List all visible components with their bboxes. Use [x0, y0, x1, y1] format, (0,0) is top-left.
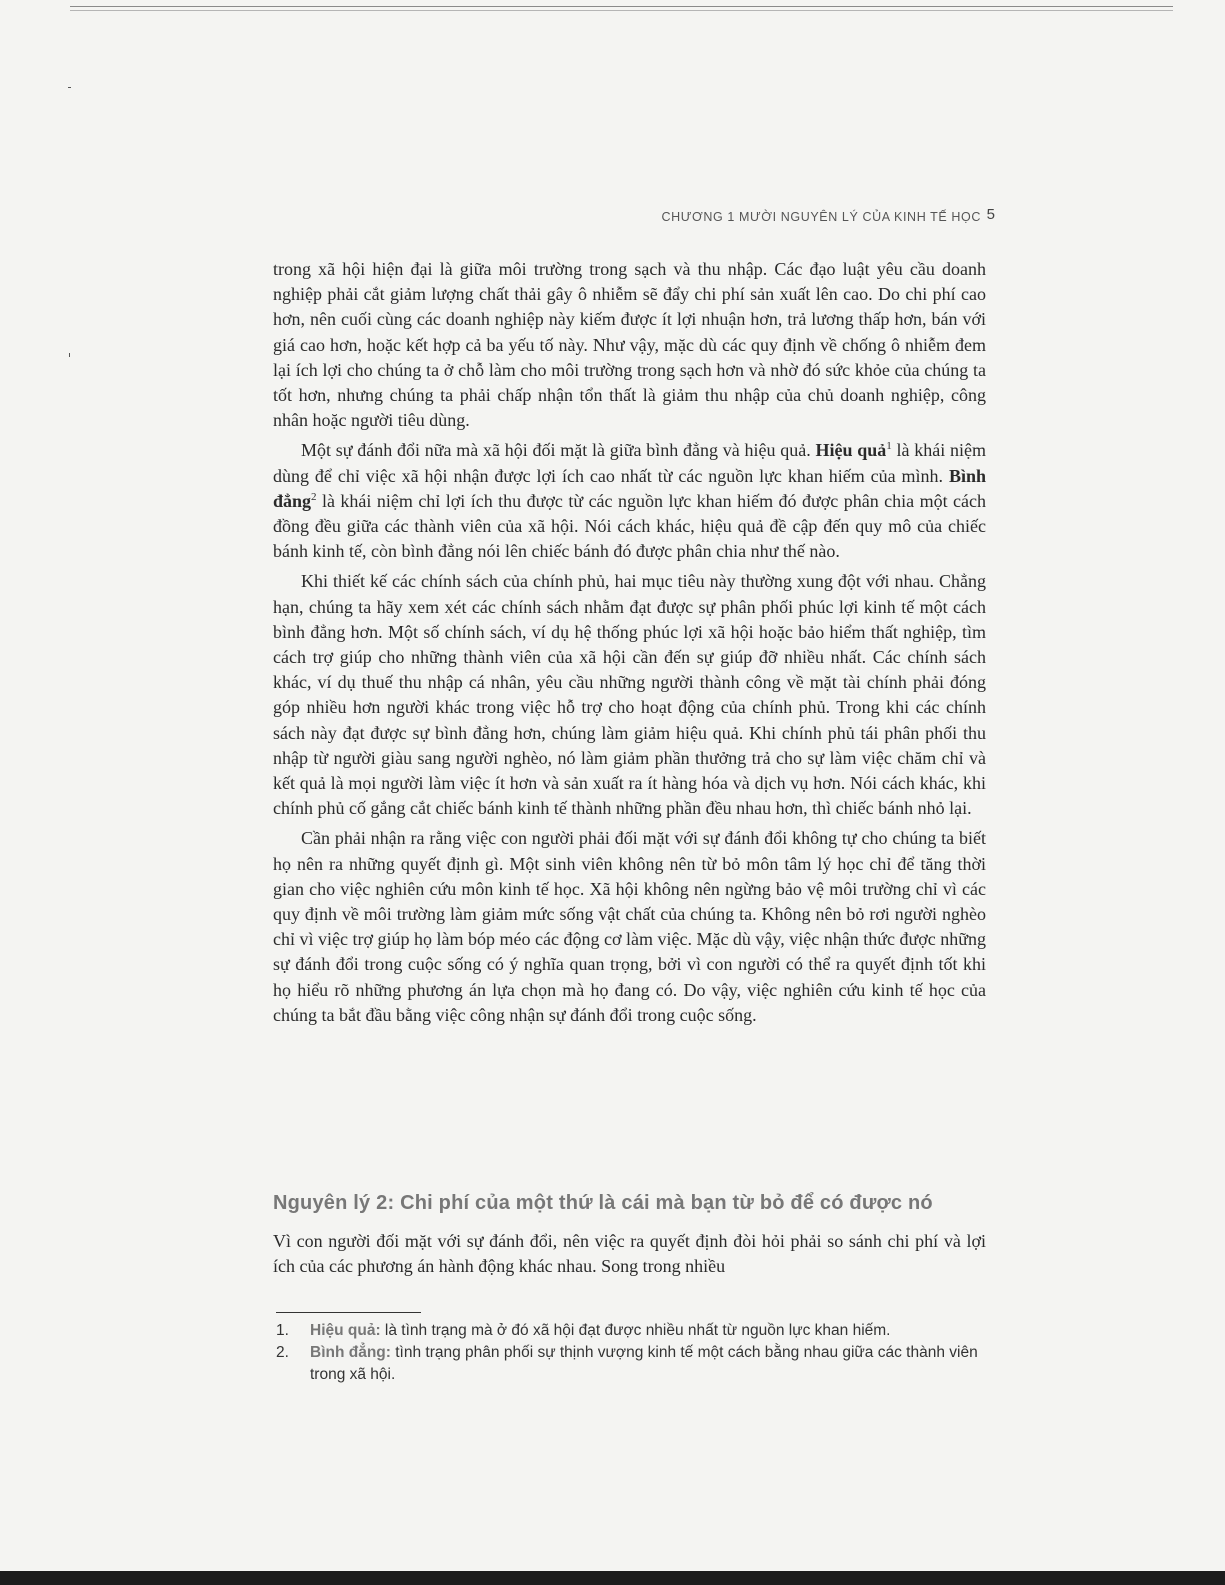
body-text	[273, 257, 986, 1028]
footnote-2	[276, 1342, 996, 1386]
scan-speck	[68, 87, 71, 88]
paragraph-1: trong xã hội hiện đại là giữa môi trường trong sạch và thu nhập. Các đạo luật yêu cầu doanh nghiệp phải cắt giảm lượng chất thải gây ô nhiễm sẽ đẩy chi phí sản xuất lên cao. Do chi phí cao hơn, nên cuối cùng các doanh nghiệp này kiếm được ít lợi nhuận hơn, trả lương thấp hơn, bán với giá cao hơn, hoặc kết hợp cả ba yếu tố này. Như vậy, mặc dù các quy định về chống ô nhiễm đem lại ích lợi cho chúng ta ở chỗ làm cho môi trường trong sạch hơn và nhờ đó sức khỏe của chúng ta tốt hơn, nhưng chúng ta phải chấp nhận tổn thất là giảm thu nhập của chủ doanh nghiệp, công nhân hoặc người tiêu dùng.	[273, 259, 986, 431]
footnote-text: tình trạng phân phối sự thịnh vượng kinh tế một cách bằng nhau giữa các thành viên trong xã hội.	[310, 1344, 978, 1383]
running-head: CHƯƠNG 1 MƯỜI NGUYÊN LÝ CỦA KINH TẾ HỌC	[661, 210, 981, 224]
term-hieu-qua: Hiệu quả	[815, 440, 887, 461]
footnotes	[276, 1320, 996, 1386]
top-border-rule	[70, 6, 1173, 7]
footnote-1	[276, 1320, 996, 1342]
footnote-ref-1: 1	[886, 440, 892, 453]
footnote-text: là tình trạng mà ở đó xã hội đạt được nhiều nhất từ nguồn lực khan hiếm.	[380, 1322, 891, 1339]
paragraph-2-text-c: là khái niệm chỉ lợi ích thu được từ các nguồn lực khan hiếm đó được phân chia một cách đồng đều giữa các thành viên của xã hội. Nói cách khác, hiệu quả đề cập đến quy mô của chiếc bánh kinh tế, còn bình đẳng nói lên chiếc bánh đó được phân chia như thế nào.	[273, 490, 986, 562]
paragraph-4: Cần phải nhận ra rằng việc con người phải đối mặt với sự đánh đổi không tự cho chúng ta biết họ nên ra những quyết định gì. Một sinh viên không nên từ bỏ môn tâm lý học chỉ để tăng thời gian cho việc nghiên cứu môn kinh tế học. Xã hội không nên ngừng bảo vệ môi trường chỉ vì các quy định về môi trường làm giảm mức sống vật chất của chúng ta. Không nên bỏ rơi người nghèo chỉ vì việc trợ giúp họ làm bóp méo các động cơ làm việc. Mặc dù vậy, việc nhận thức được những sự đánh đổi trong cuộc sống có ý nghĩa quan trọng, bởi vì con người có thể ra quyết định tốt khi họ hiểu rõ những phương án lựa chọn mà họ đang có. Do vậy, việc nghiên cứu kinh tế học của chúng ta bắt đầu bằng việc công nhận sự đánh đổi trong cuộc sống.	[273, 828, 986, 1025]
footnote-term: Hiệu quả:	[310, 1322, 381, 1339]
footnote-ref-2: 2	[311, 490, 317, 503]
footnote-term: Bình đẳng:	[310, 1344, 391, 1361]
paragraph-2	[273, 438, 986, 564]
footnote-body	[310, 1342, 996, 1386]
paragraph-2-text-b: là khái niệm dùng để chỉ việc xã hội nhận được lợi ích cao nhất từ các nguồn lực khan hiếm của mình.	[273, 440, 986, 486]
footnote-number: 1.	[276, 1322, 289, 1339]
top-border-rule-secondary	[70, 10, 1173, 11]
footnote-rule	[276, 1312, 421, 1313]
footnote-body	[310, 1320, 891, 1342]
paragraph-2-text-a: Một sự đánh đổi nữa mà xã hội đối mặt là giữa bình đẳng và hiệu quả.	[301, 440, 816, 461]
scan-bottom-edge	[0, 1571, 1225, 1585]
paragraph-after-heading: Vì con người đối mặt với sự đánh đổi, nên việc ra quyết định đòi hỏi phải so sánh chi phí và lợi ích của các phương án hành động khác nhau. Song trong nhiều	[273, 1231, 986, 1277]
page-number: 5	[986, 206, 995, 223]
section-heading: Nguyên lý 2: Chi phí của một thứ là cái mà bạn từ bỏ để có được nó	[273, 1192, 933, 1214]
paragraph-3: Khi thiết kế các chính sách của chính phủ, hai mục tiêu này thường xung đột với nhau. Chẳng hạn, chúng ta hãy xem xét các chính sách nhằm đạt được sự phân phối phúc lợi kinh tế một cách bình đẳng hơn. Một số chính sách, ví dụ hệ thống phúc lợi xã hội hoặc bảo hiểm thất nghiệp, tìm cách trợ giúp cho những thành viên của xã hội cần đến sự giúp đỡ nhiều nhất. Các chính sách khác, ví dụ thuế thu nhập cá nhân, yêu cầu những người thành công về mặt tài chính phải đóng góp nhiều hơn người khác trong việc hỗ trợ cho hoạt động của chính phủ. Trong khi các chính sách này đạt được sự bình đẳng hơn, chúng làm giảm hiệu quả. Khi chính phủ tái phân phối thu nhập từ người giàu sang người nghèo, nó làm giảm phần thưởng trả cho sự làm việc chăm chỉ và kết quả là mọi người làm việc ít hơn và sản xuất ra ít hàng hóa và dịch vụ hơn. Nói cách khác, khi chính phủ cố gắng cắt chiếc bánh kinh tế thành những phần đều nhau hơn, thì chiếc bánh nhỏ lại.	[273, 571, 986, 819]
footnote-number: 2.	[276, 1344, 289, 1361]
scan-speck	[69, 353, 70, 357]
term-binh-dang: Bình đẳng	[273, 465, 986, 511]
